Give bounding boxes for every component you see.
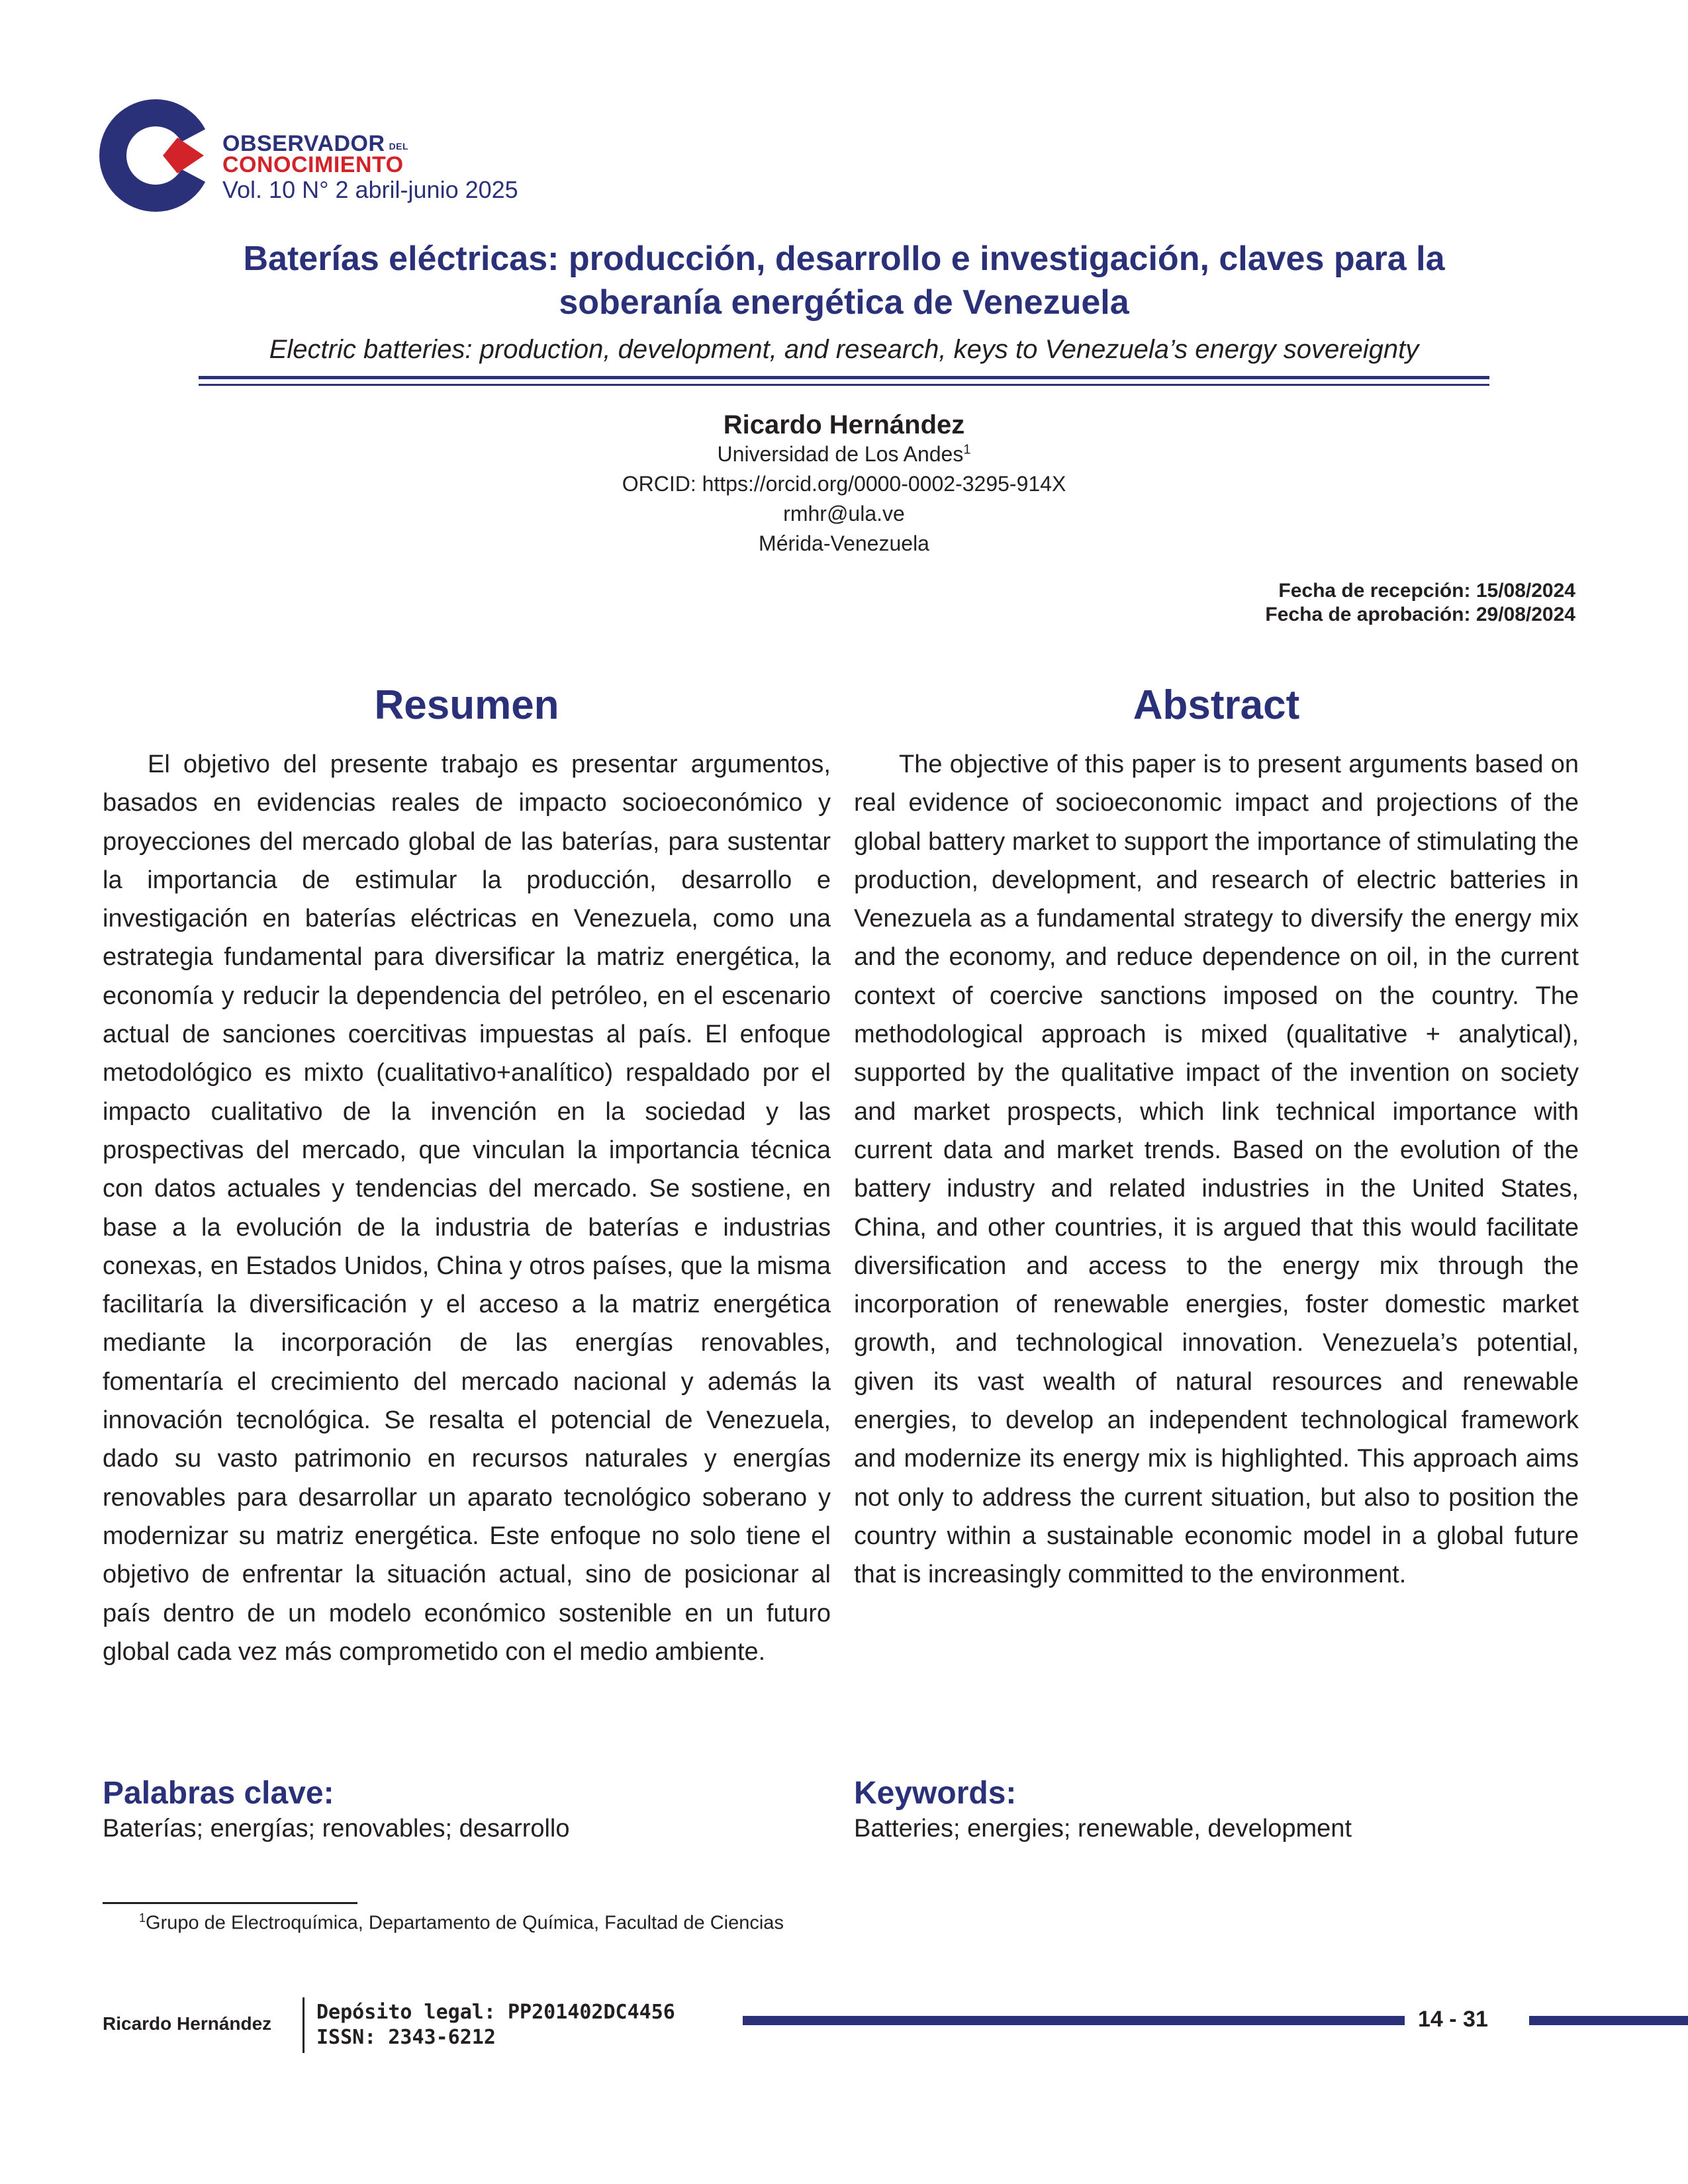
journal-name-del: DEL: [389, 141, 409, 152]
author-name: Ricardo Hernández: [723, 410, 965, 439]
footnote-mark: 1: [139, 1911, 146, 1925]
footer-separator: [303, 1997, 305, 2053]
article-subtitle: Electric batteries: production, development, and research, keys to Venezuela’s energy sovereignty: [269, 335, 1419, 364]
footer-bar-right: [1529, 2016, 1688, 2025]
title-line-2: soberanía energética de Venezuela: [559, 283, 1129, 322]
journal-logo-icon: [99, 99, 212, 212]
author-location: Mérida-Venezuela: [759, 531, 929, 555]
footer-bar-left: [743, 2016, 1405, 2025]
page-range: 14 - 31: [1418, 2007, 1488, 2032]
abstract-text: The objective of this paper is to present arguments based on real evidence of socioeconomic impact and projections of the global battery market to support the importance of stimulating the production, development, and research of electric batteries in Venezuela as a fundamental strategy to diversify the energy mix and the economy, and reduce dependence on oil, in the current context of coercive sanctions imposed on the country. The methodological approach is mixed (qualitative + analytical), supported by the qualitative impact of the invention on society and market prospects, which link technical importance with current data and market trends. Based on the evolution of the battery industry and related industries in the United States, China, and other countries, it is argued that this would facilitate diversification and access to the energy mix through the incorporation of renewable energies, foster domestic market growth, and technological innovation. Venezuela’s potential, given its vast wealth of natural resources and renewable energies, to develop an independent technological framework and modernize its energy mix is highlighted. This approach aims not only to address the current situation, but also to position the country within a sustainable economic model in a global future that is increasingly committed to the environment.: [854, 751, 1579, 1589]
affiliation-mark: 1: [963, 442, 971, 457]
author-affiliation: Universidad de Los Andes$^1$: [717, 442, 971, 466]
footnote-rule: [103, 1902, 357, 1904]
footer-issn: ISSN: 2343-6212: [316, 2026, 496, 2049]
journal-name-line1: OBSERVADOR DEL: [222, 131, 409, 156]
journal-volume: Vol. 10 N° 2 abril-junio 2025: [222, 176, 518, 203]
title-line-1: Baterías eléctricas: producción, desarrollo e investigación, claves para la: [243, 240, 1445, 278]
title-rule: [199, 376, 1489, 379]
footer-author: Ricardo Hernández: [103, 2013, 272, 2034]
approved-date: Fecha de aprobación: 29/08/2024: [1265, 604, 1575, 625]
resumen-heading: Resumen: [374, 682, 559, 728]
keywords-en-heading: Keywords:: [854, 1776, 1017, 1811]
resumen-text: El objetivo del presente trabajo es presentar argumentos, basados en evidencias reales de impacto socioeconómico y proyecciones del mercado global de las baterías, para sustentar la importancia de estimular la producción, desarrollo e investigación en baterías eléctricas en Venezuela, como una estrategia fundamental para diversificar la matriz energética, la economía y reducir la dependencia del petróleo, en el escenario actual de sanciones coercitivas impuestas al país. El enfoque metodológico es mixto (cualitativo+analítico) respaldado por el impacto cualitativo de la invención en la sociedad y las prospectivas del mercado, que vinculan la importancia técnica con datos actuales y tendencias del mercado. Se sostiene, en base a la evolución de la industria de baterías e industrias conexas, en Estados Unidos, China y otros países, que la misma facilitaría la diversificación y el acceso a la matriz energética mediante la incorporación de las energías renovables, fomentaría el crecimiento del mercado nacional y además la innovación tecnológica. Se resalta el potencial de Venezuela, dado su vasto patrimonio en recursos naturales y energías renovables para desarrollar un aparato tecnológico soberano y modernizar su matriz energética. Este enfoque no solo tiene el objetivo de enfrentar la situación actual, sino de posicionar al país dentro de un modelo económico sostenible en un futuro global cada vez más comprometido con el medio ambiente.: [103, 751, 831, 1666]
title-rule-thin: [199, 384, 1489, 386]
keywords-en-text: Batteries; energies; renewable, development: [854, 1815, 1352, 1843]
journal-name-line2: CONOCIMIENTO: [222, 152, 404, 177]
footer-legal: [316, 2000, 675, 2050]
keywords-es-text: Baterías; energías; renovables; desarrollo: [103, 1815, 570, 1843]
author-orcid[interactable]: ORCID: https://orcid.org/0000-0002-3295-914X: [622, 472, 1066, 496]
received-date: Fecha de recepción: 15/08/2024: [1278, 580, 1575, 602]
author-email[interactable]: rmhr@ula.ve: [783, 502, 905, 525]
abstract-heading: Abstract: [1133, 682, 1300, 728]
keywords-es-heading: Palabras clave:: [103, 1776, 334, 1811]
footnote: $^1$Grupo de Electroquímica, Departamento de Química, Facultad de Ciencias: [139, 1911, 784, 1934]
article-title: [132, 237, 1556, 324]
footer-deposito: Depósito legal: PP201402DC4456: [316, 2001, 675, 2024]
